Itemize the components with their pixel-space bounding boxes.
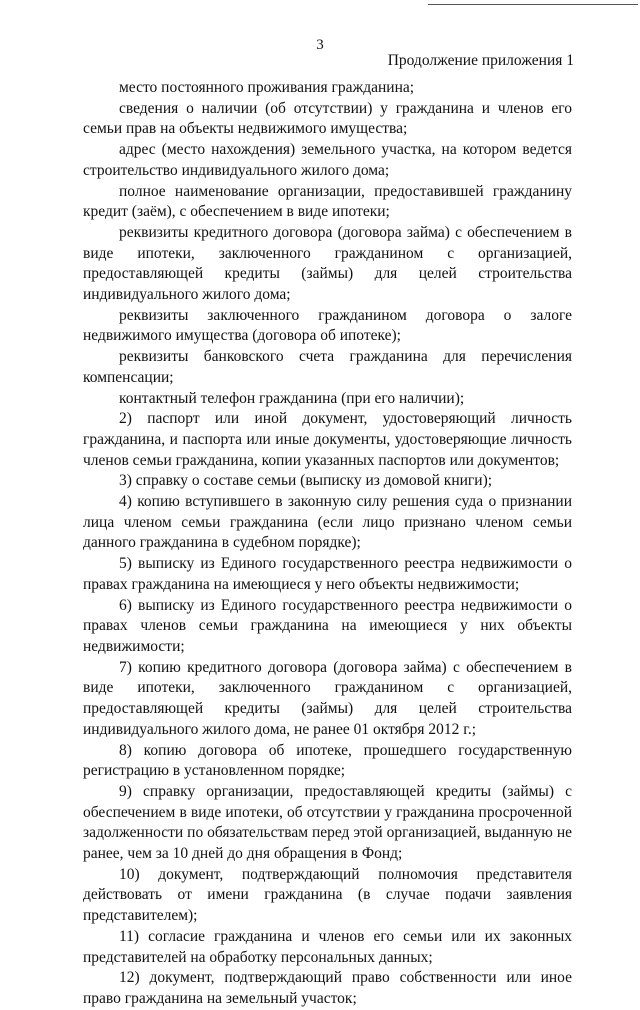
list-item: 6) выписку из Единого государственного реестра недвижимости о правах членов семьи гражданина на имеющиеся у них объекты недвижимости;	[83, 596, 572, 655]
page-number: 3	[316, 37, 324, 53]
list-item: 11) согласие гражданина и членов его семьи или их законных представителей на обработку персональных данных;	[83, 927, 572, 966]
paragraph: сведения о наличии (об отсутствии) у гражданина и членов его семьи прав на объекты недвижимого имущества;	[83, 99, 572, 138]
paragraph: адрес (место нахождения) земельного участка, на котором ведется строительство индивидуального жилого дома;	[83, 141, 572, 179]
list-item: 8) копию договора об ипотеке, прошедшего государственную регистрацию в установленном порядке;	[83, 741, 572, 780]
list-item: 7) копию кредитного договора (договора займа) с обеспечением в виде ипотеки, заключенного гражданином с организацией, предоставляющей кредиты (займы) для целей строительства индивидуального жилого дома, не ранее 01 октября 2012 г.;	[83, 658, 572, 738]
list-item: 3) справку о составе семьи (выписку из домовой книги);	[119, 472, 493, 490]
list-item: 9) справку организации, предоставляющей кредиты (займы) с обеспечением в виде ипотеки, об отсутствии у гражданина просроченной задолженности по обязательствам перед этой организацией, выданную не ранее, чем за 10 дней до дня обращения в Фонд;	[83, 782, 572, 863]
list-item: 10) документ, подтверждающий полномочия представителя действовать от имени гражданина (в случае подачи заявления представителем);	[83, 865, 572, 925]
list-item: 12) документ, подтверждающий право собственности или иное право гражданина на земельный участок;	[83, 969, 572, 1007]
paragraph: реквизиты банковского счета гражданина для перечисления компенсации;	[83, 348, 572, 386]
paragraph: реквизиты заключенного гражданином договора о залоге недвижимого имущества (договора об ипотеке);	[83, 306, 572, 345]
paragraph: контактный телефон гражданина (при его наличии);	[119, 389, 465, 407]
document-body	[83, 78, 572, 1010]
continuation-label: Продолжение приложения 1	[387, 52, 574, 69]
list-item: 5) выписку из Единого государственного реестра недвижимости о правах гражданина на имеющиеся у него объекты недвижимости;	[83, 555, 572, 593]
list-item: 4) копию вступившего в законную силу решения суда о признании лица членом семьи гражданина (если лицо признано членом семьи данного гражданина в судебном порядке);	[83, 493, 572, 552]
paragraph: реквизиты кредитного договора (договора займа) с обеспечением в виде ипотеки, заключенного гражданином с организацией, предоставляющей кредиты (займы) для целей строительства индивидуального жилого дома;	[83, 223, 572, 304]
top-edge-rule	[428, 4, 638, 5]
paragraph: место постоянного проживания гражданина;	[119, 79, 415, 96]
list-item: 2) паспорт или иной документ, удостоверяющий личность гражданина, и паспорта или иные документы, удостоверяющие личность членов семьи гражданина, копии указанных паспортов или документов;	[83, 410, 572, 469]
paragraph: полное наименование организации, предоставившей гражданину кредит (заём), с обеспечением в виде ипотеки;	[83, 182, 572, 221]
